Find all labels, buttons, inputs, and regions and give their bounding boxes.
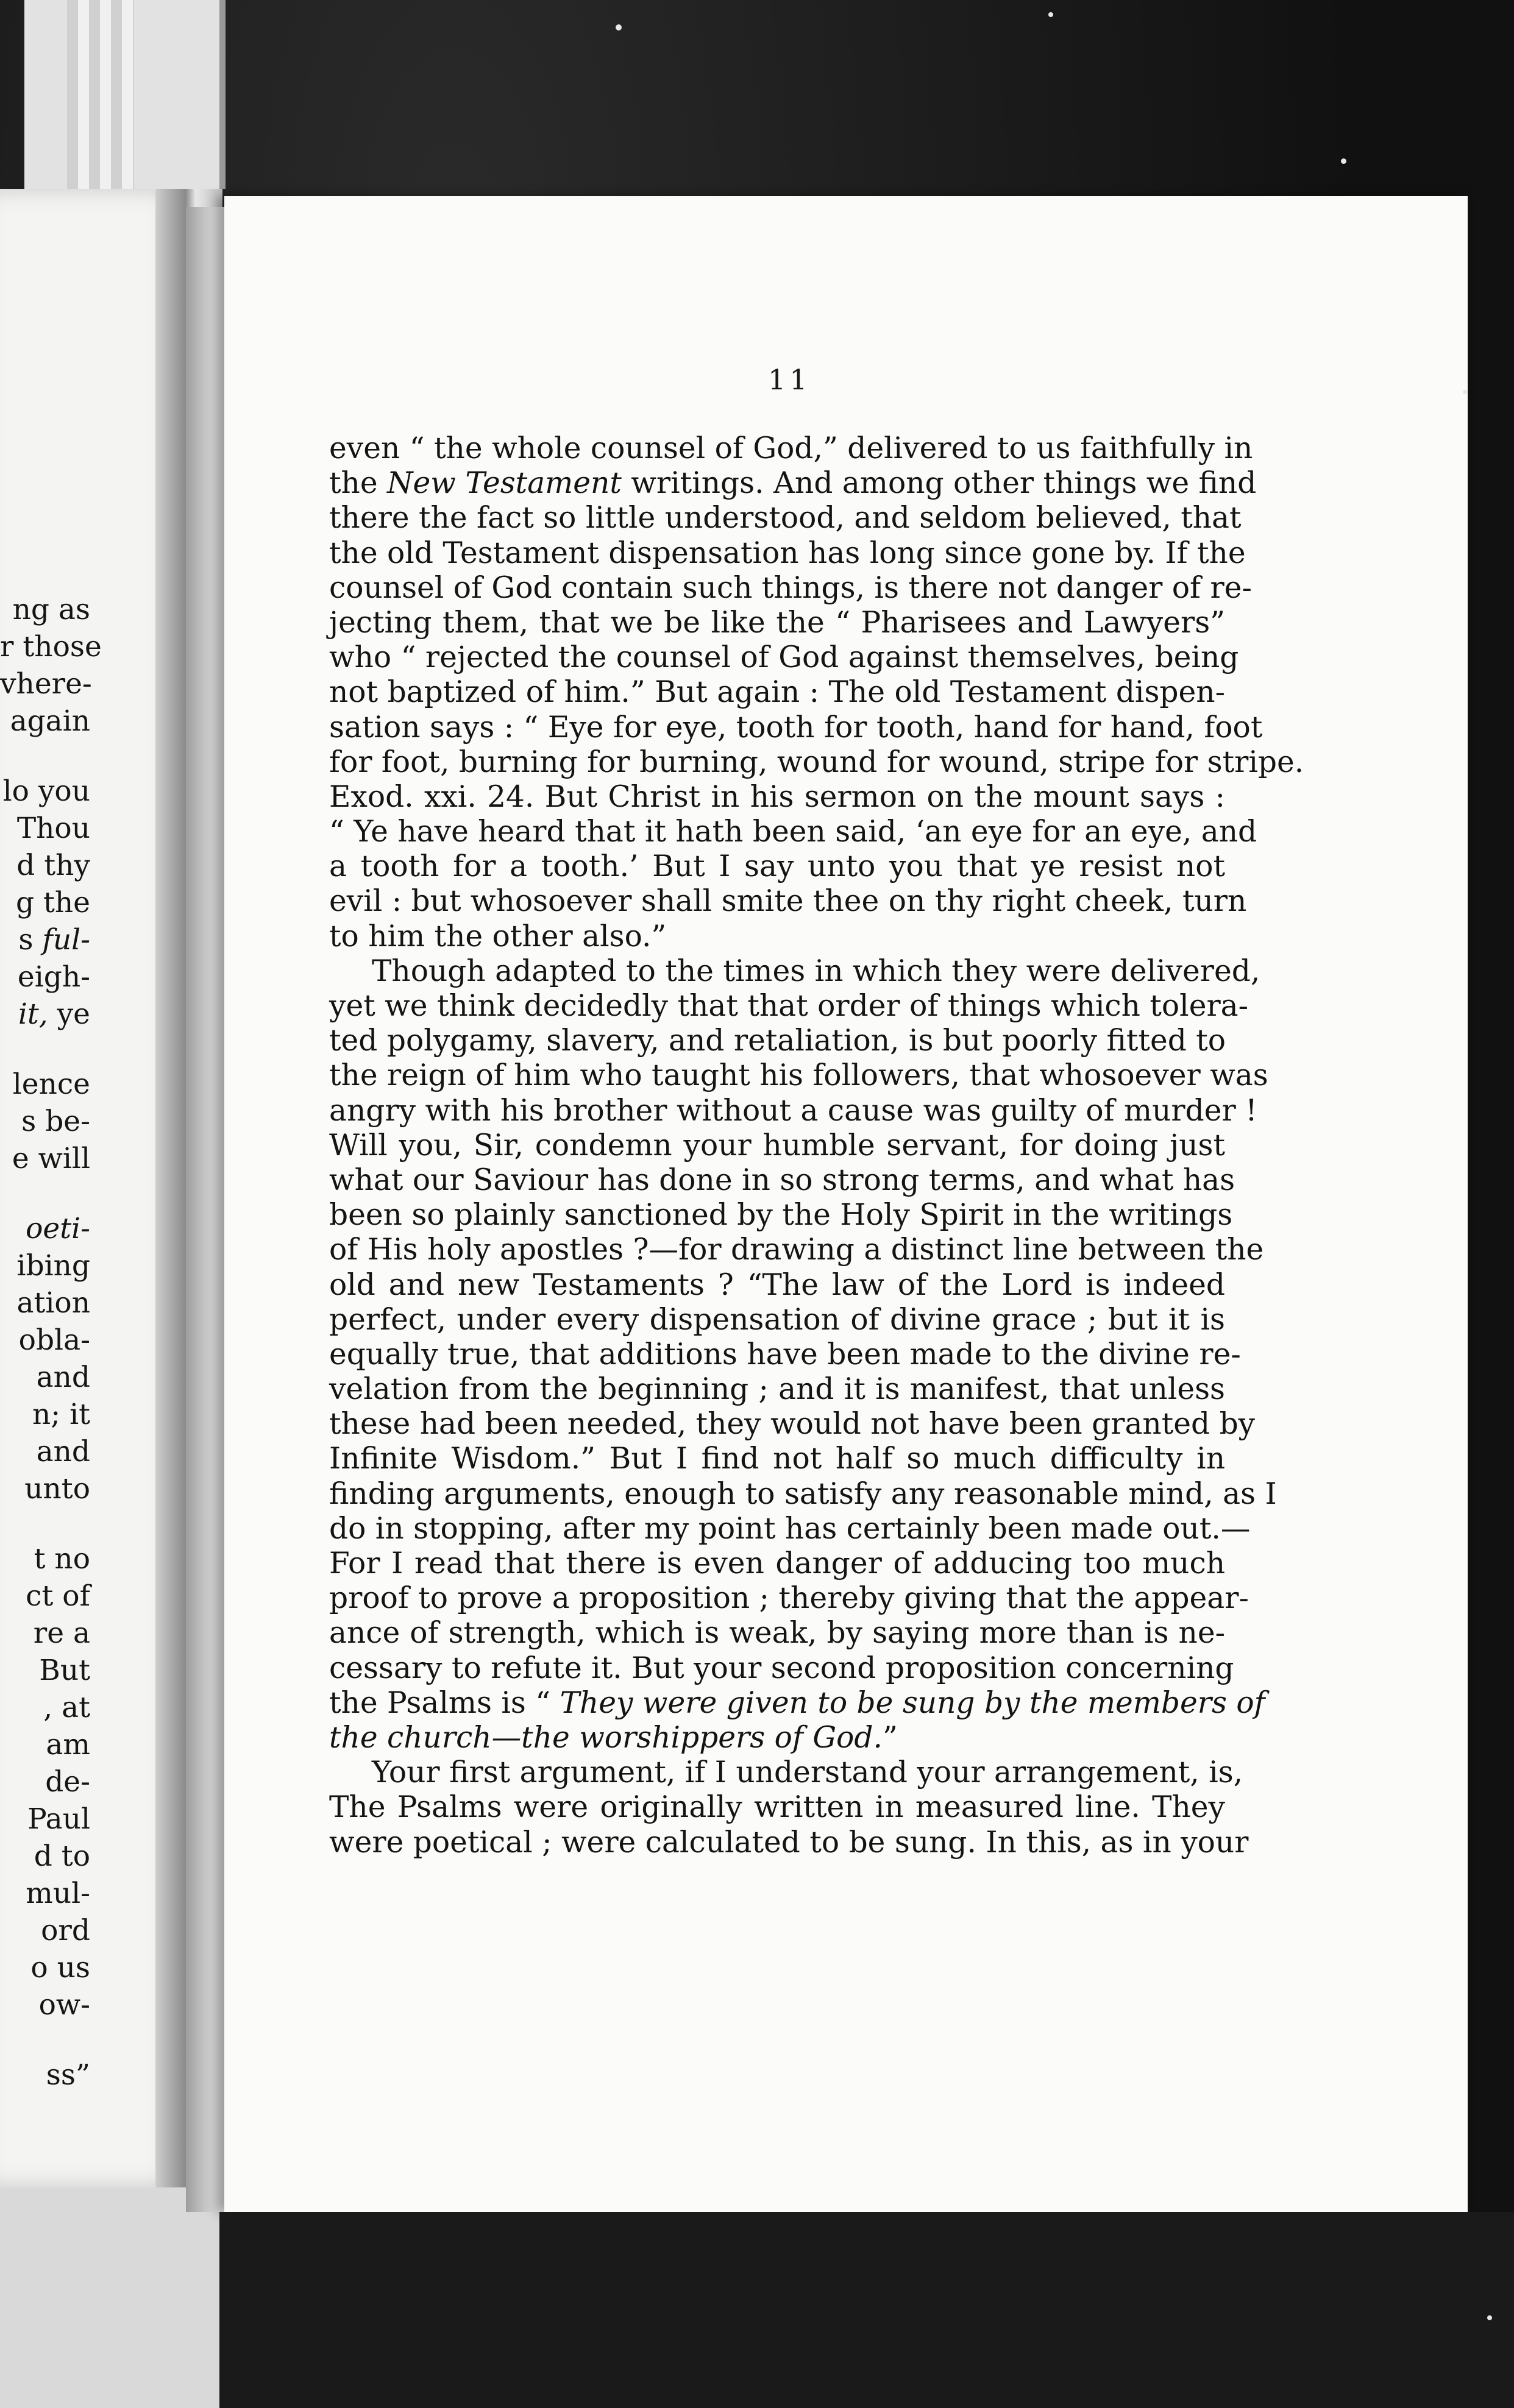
text-line: who “ rejected the counsel of God against themselves, being xyxy=(329,640,1239,675)
text-line: been so plainly sanctioned by the Holy Spirit in the writings xyxy=(329,1198,1233,1233)
facing-text-line xyxy=(0,2024,90,2056)
facing-text-line: ibing xyxy=(16,1249,90,1283)
facing-text-line: it, ye xyxy=(18,997,90,1031)
facing-text-line: , at xyxy=(43,1691,90,1724)
text-line: these had been needed, they would not have been granted by xyxy=(329,1407,1256,1442)
facing-text-line: mul- xyxy=(26,1877,90,1910)
facing-text-line: ord xyxy=(41,1914,90,1947)
facing-text-line: g the xyxy=(16,886,90,919)
facing-text-line: eigh- xyxy=(17,960,90,994)
text-line: the church—the worshippers of God.” xyxy=(329,1720,898,1755)
text-line: ance of strength, which is weak, by saying more than is ne- xyxy=(329,1616,1225,1651)
facing-text-line: lo you xyxy=(2,774,90,808)
facing-text-line: d to xyxy=(34,1840,90,1873)
text-line: ted polygamy, slavery, and retaliation, is but poorly fitted to xyxy=(329,1024,1226,1058)
text-line: to him the other also.” xyxy=(329,919,667,954)
text-line: The Psalms were originally written in measured line. They xyxy=(329,1790,1225,1825)
text-line: perfect, under every dispensation of divine grace ; but it is xyxy=(329,1302,1225,1337)
facing-text-line: de- xyxy=(45,1765,90,1799)
text-line: Though adapted to the times in which they were delivered, xyxy=(372,954,1260,988)
facing-text-line: e will xyxy=(12,1142,90,1175)
facing-text-line: s ful- xyxy=(18,923,90,957)
dust-speck xyxy=(1487,2315,1492,2320)
text-line: the New Testament writings. And among other things we find xyxy=(329,466,1257,501)
text-line: counsel of God contain such things, is there not danger of re- xyxy=(329,570,1252,605)
text-line: evil : but whosoever shall smite thee on thy right cheek, turn xyxy=(329,884,1247,919)
facing-text-line: ation xyxy=(16,1286,90,1320)
book-spine-tabs xyxy=(24,0,226,189)
text-line: For I read that there is even danger of adducing too much xyxy=(329,1546,1225,1581)
facing-text-line xyxy=(0,1177,90,1210)
text-line: cessary to refute it. But your second proposition concerning xyxy=(329,1651,1234,1685)
text-line: were poetical ; were calculated to be sung. In this, as in your xyxy=(329,1825,1249,1860)
text-line: the Psalms is “ They were given to be sung by the members of xyxy=(329,1685,1265,1720)
text-line: there the fact so little understood, and seldom believed, that xyxy=(329,501,1242,536)
text-line: proof to prove a proposition ; thereby giving that the appear- xyxy=(329,1581,1249,1616)
page-number: 11 xyxy=(768,363,811,396)
facing-text-line: But xyxy=(39,1654,90,1687)
text-line: old and new Testaments ? “The law of the Lord is indeed xyxy=(329,1267,1225,1302)
text-line: do in stopping, after my point has certainly been made out.— xyxy=(329,1511,1251,1546)
text-line: sation says : “ Eye for eye, tooth for tooth, hand for hand, foot xyxy=(329,710,1263,745)
facing-text-line: ow- xyxy=(38,1988,90,2022)
text-line: yet we think decidedly that that order of things which tolera- xyxy=(329,989,1249,1023)
text-line: Will you, Sir, condemn your humble servant, for doing just xyxy=(329,1128,1225,1163)
facing-text-line: ct of xyxy=(26,1579,90,1613)
dust-speck xyxy=(1463,390,1467,394)
facing-text-line: vhere- xyxy=(0,667,92,701)
text-line: velation from the beginning ; and it is manifest, that unless xyxy=(329,1372,1225,1407)
text-line: Your first argument, if I understand your arrangement, is, xyxy=(372,1755,1243,1790)
text-line: not baptized of him.” But again : The old Testament dispen- xyxy=(329,675,1225,710)
text-line: for foot, burning for burning, wound for wound, stripe for stripe. xyxy=(329,745,1304,779)
page-edge xyxy=(186,207,229,2212)
facing-text-line xyxy=(0,1033,90,1066)
text-line: Exod. xxi. 24. But Christ in his sermon on the mount says : xyxy=(329,779,1225,814)
text-line: finding arguments, enough to satisfy any reasonable mind, as I xyxy=(329,1476,1277,1511)
text-line: equally true, that additions have been made to the divine re- xyxy=(329,1337,1241,1372)
facing-text-line xyxy=(0,740,90,773)
facing-text-line: ng as xyxy=(12,593,90,626)
facing-text-line: d thy xyxy=(16,849,90,882)
dust-speck xyxy=(616,24,622,30)
dust-speck xyxy=(1048,12,1053,17)
text-line: angry with his brother without a cause was guilty of murder ! xyxy=(329,1093,1257,1128)
facing-text-line: again xyxy=(10,704,90,738)
facing-text-line: o us xyxy=(30,1951,90,1985)
scan-bottom-shadow xyxy=(219,2212,1514,2408)
facing-text-line: and xyxy=(36,1361,90,1394)
facing-text-line: t no xyxy=(34,1542,90,1576)
facing-text-line: am xyxy=(46,1728,90,1762)
facing-text-line: lence xyxy=(12,1068,90,1101)
facing-text-line: n; it xyxy=(32,1398,90,1431)
text-line: the old Testament dispensation has long since gone by. If the xyxy=(329,536,1246,570)
text-line: the reign of him who taught his followers, that whosoever was xyxy=(329,1058,1268,1093)
facing-text-line: Thou xyxy=(16,812,90,845)
text-line: even “ the whole counsel of God,” delivered to us faithfully in xyxy=(329,431,1253,466)
text-line: a tooth for a tooth.’ But I say unto you that ye resist not xyxy=(329,849,1225,884)
facing-page-text xyxy=(0,591,102,2094)
text-line: what our Saviour has done in so strong terms, and what has xyxy=(329,1163,1235,1197)
text-line: jecting them, that we be like the “ Pharisees and Lawyers” xyxy=(329,605,1225,640)
page-body-text xyxy=(329,431,1304,1860)
facing-text-line: Paul xyxy=(27,1802,90,1836)
facing-text-line: and xyxy=(36,1435,90,1468)
text-line: “ Ye have heard that it hath been said, ‘an eye for an eye, and xyxy=(329,815,1257,849)
facing-text-line: s be- xyxy=(21,1105,90,1138)
facing-text-line: oeti- xyxy=(26,1212,90,1245)
facing-text-line: r those xyxy=(0,630,102,664)
facing-text-line: re a xyxy=(33,1617,90,1650)
facing-text-line: ss” xyxy=(46,2058,90,2092)
text-line: of His holy apostles ?—for drawing a distinct line between the xyxy=(329,1233,1264,1267)
dust-speck xyxy=(1341,158,1346,164)
text-line: Infinite Wisdom.” But I find not half so much difficulty in xyxy=(329,1442,1225,1476)
facing-text-line: unto xyxy=(24,1472,90,1506)
facing-text-line xyxy=(0,1507,90,1540)
facing-text-line: obla- xyxy=(18,1323,90,1357)
